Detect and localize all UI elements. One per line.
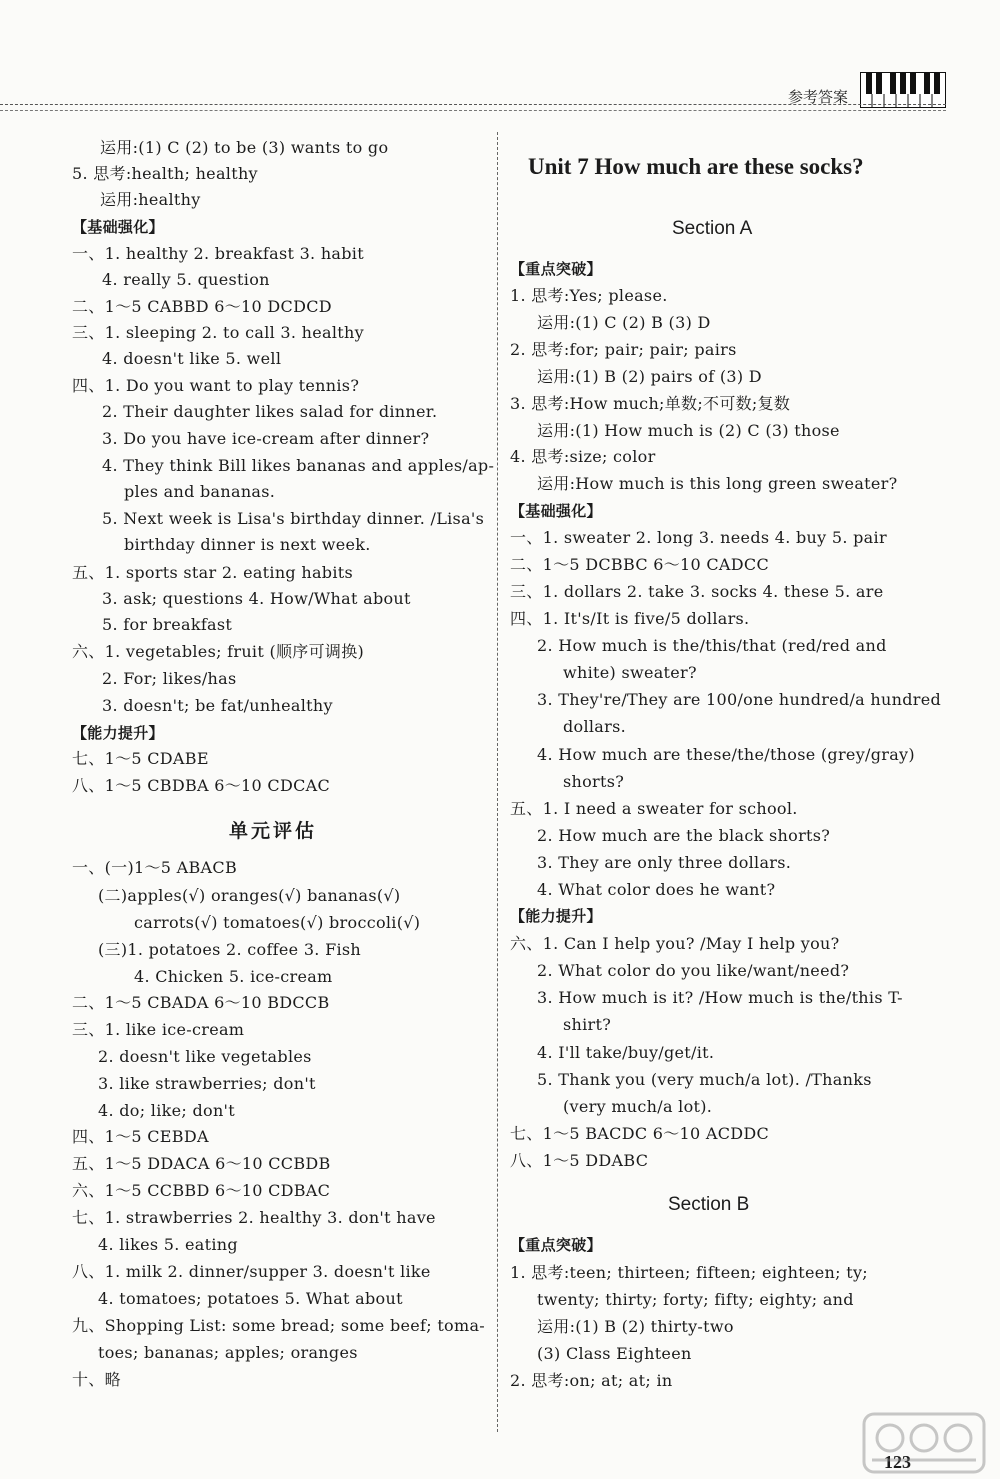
answer-line: 八、1～5 DDABC (510, 1151, 649, 1170)
answer-line: 六、1. Can I help you? /May I help you? (510, 934, 840, 953)
answer-line: (三)1. potatoes 2. coffee 3. Fish (98, 940, 362, 959)
answer-line: 3. They're/They are 100/one hundred/a hundred (537, 690, 942, 709)
answer-line: 五、1. I need a sweater for school. (510, 799, 798, 818)
answer-line: 三、1. sleeping 2. to call 3. healthy (72, 323, 364, 342)
page-number: 123 (884, 1452, 911, 1472)
answer-line: 四、1. Do you want to play tennis? (72, 376, 360, 395)
answer-line: 3. ask; questions 4. How/What about (102, 589, 411, 608)
answer-line: 5. 思考:health; healthy (72, 164, 258, 183)
section-heading: 【能力提升】 (72, 724, 164, 742)
answer-line: 九、Shopping List: some bread; some beef; toma- (72, 1316, 486, 1335)
answer-line: 十、略 (72, 1370, 121, 1389)
answer-line: 5. Next week is Lisa's birthday dinner. /Lisa's (102, 509, 485, 528)
answer-line: 二、1～5 DCBBC 6～10 CADCC (510, 555, 769, 574)
answer-line: (二)apples(√) oranges(√) bananas(√) (98, 886, 401, 905)
answer-line: 二、1～5 CBADA 6～10 BDCCB (72, 993, 330, 1012)
answer-line: 三、1. dollars 2. take 3. socks 4. these 5. are (510, 582, 884, 601)
answer-line: toes; bananas; apples; oranges (98, 1343, 358, 1362)
answer-line: 1. 思考:Yes; please. (510, 286, 668, 305)
answer-line: ples and bananas. (124, 482, 276, 501)
answer-line: 运用:(1) C (2) to be (3) wants to go (100, 138, 389, 157)
answer-line: 3. like strawberries; don't (98, 1074, 316, 1093)
answer-line: 运用:How much is this long green sweater? (537, 474, 898, 493)
answer-line: 4. I'll take/buy/get/it. (537, 1043, 715, 1062)
section-b-title: Section B (668, 1194, 750, 1215)
answer-line: 五、1～5 DDACA 6～10 CCBDB (72, 1154, 331, 1173)
answer-line: 运用:(1) C (2) B (3) D (537, 313, 711, 332)
section-heading: 【重点突破】 (510, 1236, 602, 1254)
piano-keys-icon (860, 72, 946, 108)
answer-line: 六、1. vegetables; fruit (顺序可调换) (72, 642, 365, 661)
answer-line: 七、1～5 BACDC 6～10 ACDDC (510, 1124, 770, 1143)
answer-line: 八、1. milk 2. dinner/supper 3. doesn't like (72, 1262, 431, 1281)
answer-line: 2. Their daughter likes salad for dinner. (102, 402, 438, 421)
answer-line: white) sweater? (563, 663, 697, 682)
answer-line: 一、(一)1～5 ABACB (72, 858, 237, 877)
answer-line: 3. How much is it? /How much is the/this T- (537, 988, 903, 1007)
section-heading: 【重点突破】 (510, 260, 602, 278)
answer-line: 2. 思考:on; at; at; in (510, 1371, 673, 1390)
answer-line: 3. 思考:How much;单数;不可数;复数 (510, 394, 791, 413)
answer-line: shorts? (563, 772, 625, 791)
answer-line: 5. for breakfast (102, 615, 233, 634)
answer-line: 4. do; like; don't (98, 1101, 235, 1120)
answer-line: 4. tomatoes; potatoes 5. What about (98, 1289, 403, 1308)
answer-line: 2. How much is the/this/that (red/red and (537, 636, 887, 655)
answer-line: 三、1. like ice-cream (72, 1020, 245, 1039)
unit-evaluation-title: 单元评估 (229, 820, 318, 842)
answer-line: 四、1. It's/It is five/5 dollars. (510, 609, 750, 628)
answer-line: 二、1～5 CABBD 6～10 DCDCD (72, 297, 332, 316)
answer-line: birthday dinner is next week. (124, 535, 371, 554)
answer-line: 七、1～5 CDABE (72, 749, 209, 768)
answer-line: 3. doesn't; be fat/unhealthy (102, 696, 333, 715)
answer-line: 4. really 5. question (102, 270, 270, 289)
answer-line: 3. Do you have ice-cream after dinner? (102, 429, 430, 448)
answer-line: 4. They think Bill likes bananas and apples/ap- (102, 456, 495, 475)
section-heading: 【基础强化】 (510, 502, 602, 520)
answer-line: 4. Chicken 5. ice-cream (134, 967, 333, 986)
answer-line: 2. 思考:for; pair; pair; pairs (510, 340, 737, 359)
answer-line: 2. doesn't like vegetables (98, 1047, 312, 1066)
answer-line: 运用:healthy (100, 190, 201, 209)
header-rule (0, 104, 946, 105)
answer-line: 2. For; likes/has (102, 669, 237, 688)
answer-line: 4. What color does he want? (537, 880, 776, 899)
answer-line: 五、1. sports star 2. eating habits (72, 563, 354, 582)
section-heading: 【能力提升】 (510, 907, 602, 925)
answer-line: 七、1. strawberries 2. healthy 3. don't have (72, 1208, 436, 1227)
answer-line: 4. doesn't like 5. well (102, 349, 282, 368)
answer-line: twenty; thirty; forty; fifty; eighty; and (537, 1290, 854, 1309)
answer-line: shirt? (563, 1015, 612, 1034)
answer-line: 4. likes 5. eating (98, 1235, 238, 1254)
watermark-logo-icon (862, 1412, 986, 1474)
answer-line: dollars. (563, 717, 626, 736)
answer-line: (very much/a lot). (563, 1097, 713, 1116)
answer-line: 2. What color do you like/want/need? (537, 961, 850, 980)
answer-line: 2. How much are the black shorts? (537, 826, 831, 845)
answer-line: 运用:(1) B (2) pairs of (3) D (537, 367, 762, 386)
column-divider (497, 132, 498, 1432)
answer-line: 1. 思考:teen; thirteen; fifteen; eighteen; ty; (510, 1263, 868, 1282)
answer-line: 4. 思考:size; color (510, 447, 656, 466)
answer-line: 一、1. sweater 2. long 3. needs 4. buy 5. pair (510, 528, 887, 547)
answer-line: 3. They are only three dollars. (537, 853, 792, 872)
answer-line: 5. Thank you (very much/a lot). /Thanks (537, 1070, 872, 1089)
section-a-title: Section A (672, 218, 753, 239)
answer-line: 运用:(1) B (2) thirty-two (537, 1317, 734, 1336)
answer-line: 运用:(1) How much is (2) C (3) those (537, 421, 840, 440)
answer-line: carrots(√) tomatoes(√) broccoli(√) (134, 913, 421, 932)
answer-line: 4. How much are these/the/those (grey/gray) (537, 745, 915, 764)
header-label: 参考答案 (788, 88, 849, 106)
answer-line: 四、1～5 CEBDA (72, 1127, 209, 1146)
answer-line: 八、1～5 CBDBA 6～10 CDCAC (72, 776, 331, 795)
section-heading: 【基础强化】 (72, 218, 164, 236)
answer-line: (3) Class Eighteen (537, 1344, 692, 1363)
answer-line: 六、1～5 CCBBD 6～10 CDBAC (72, 1181, 331, 1200)
header-rule-secondary (0, 110, 946, 111)
unit-title: Unit 7 How much are these socks? (528, 154, 864, 179)
answer-line: 一、1. healthy 2. breakfast 3. habit (72, 244, 364, 263)
